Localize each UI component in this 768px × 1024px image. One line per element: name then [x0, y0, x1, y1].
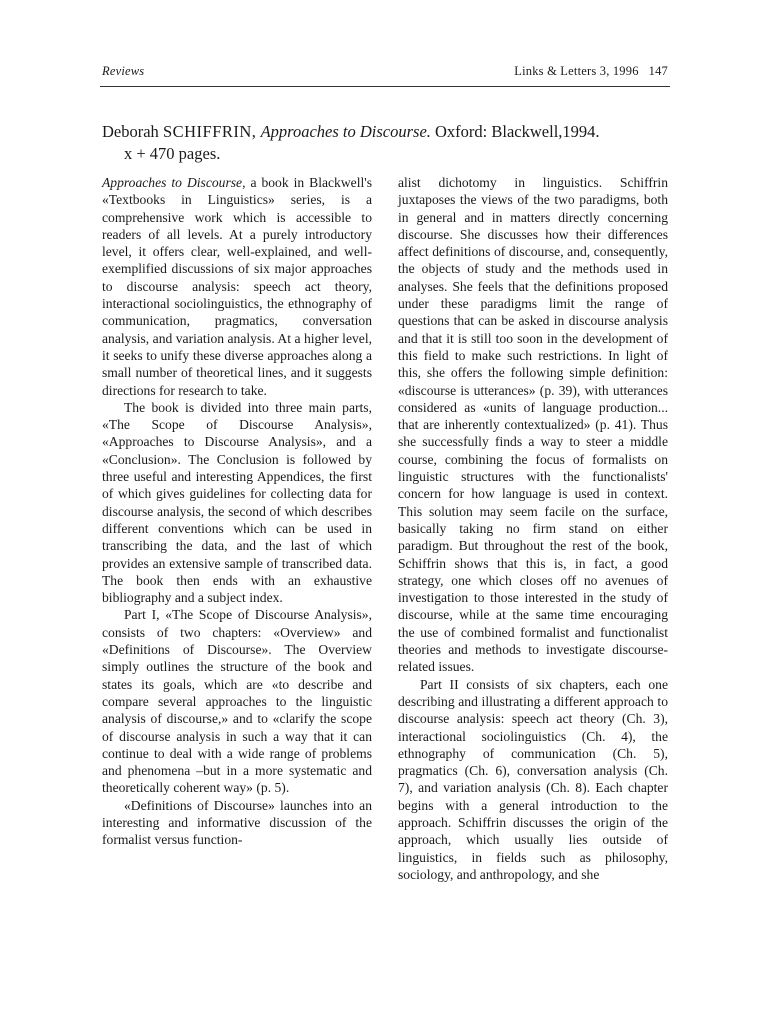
running-header: [102, 64, 668, 79]
publisher: Oxford: Blackwell,1994.: [435, 122, 600, 141]
paragraph: «Definitions of Discourse» launches into an interesting and informative discussion of the formalist versus function-: [102, 797, 372, 848]
paragraph-text: a book in Blackwell's «Textbooks in Linguistics» series, is a comprehensive work which is accessible to readers of all levels. At a purely introductory level, it offers clear, well-explained, and well-exemplified discussions of six major approaches to discourse analysis: speech act theory, interactional sociolinguistics, the ethnography of communication, pragmatics, conversation analysis, and variation analysis. At a higher level, it seeks to unify these diverse approaches along a small number of theoretical lines, and it suggests directions for research to take.: [102, 175, 372, 398]
left-column: [102, 174, 372, 849]
page-number: 147: [648, 64, 668, 78]
journal-name: Links & Letters 3, 1996: [514, 64, 639, 78]
paragraph: [102, 174, 372, 399]
paragraph: alist dichotomy in linguistics. Schiffrin juxtaposes the views of the two paradigms, both in general and in matters directly concerning discourse. She discusses how their differences affect definitions of discourse, and, consequently, the objects of study and the methods used in analyses. She feels that the definitions proposed under these paradigms limit the range of questions that can be asked in discourse analysis and that it is still too soon in the development of this field to make such restrictions. In light of this, she offers the following simple definition: «discourse is utterances» (p. 39), with utterances considered as «units of language production... that are inherently contextualized» (p. 41). Thus she successfully finds a way to steer a middle course, combining the focus of formalists on linguistic structures with the functionalists' concern for how language is used in context. This solution may seem facile on the surface, basically taking no firm stand on either paradigm. But throughout the rest of the book, Schiffrin shows that this is, in fact, a good strategy, one which closes off no avenues of investigation to those interested in the study of discourse, while at the same time encouraging the use of combined formalist and functionalist theories and methods to investigate discourse-related issues.: [398, 175, 668, 675]
book-citation: [102, 121, 694, 165]
author-last-name: SCHIFFRIN,: [162, 122, 257, 141]
author-first-name: Deborah: [102, 122, 159, 141]
right-column: [398, 174, 668, 883]
paragraph: The book is divided into three main parts, «The Scope of Discourse Analysis», «Approaches to Discourse Analysis», and a «Conclusion». The Conclusion is followed by three useful and interesting Appendices, the first of which gives guidelines for collecting data for discourse analysis, the second of which describes different conventions which can be used in transcribing the data, and the last of which provides an extensive sample of transcribed data. The book then ends with an exhaustive bibliography and a subject index.: [102, 399, 372, 606]
book-title-inline: Approaches to Discourse,: [102, 175, 246, 190]
paragraph: Part II consists of six chapters, each one describing and illustrating a different approach to discourse analysis: speech act theory (Ch. 3), interactional sociolinguistics (Ch. 4), the ethnography of communication (Ch. 5), pragmatics (Ch. 6), conversation analysis (Ch. 7), and variation analysis (Ch. 8). Each chapter begins with a general introduction to the approach. Schiffrin discusses the origin of the approach, which usually lies outside of linguistics, in fields such as philosophy, sociology, and anthropology, and she: [398, 676, 668, 882]
page-count: x + 470 pages.: [124, 144, 221, 163]
section-label: Reviews: [102, 64, 145, 78]
book-title: Approaches to Discourse.: [260, 122, 431, 141]
paragraph: Part I, «The Scope of Discourse Analysis», consists of two chapters: «Overview» and «Definitions of Discourse». The Overview simply outlines the structure of the book and states its goals, which are «to describe and compare several approaches to the linguistic analysis of discourse,» and to «clarify the scope of discourse analysis in such a way that it can continue to deal with a wide range of problems and phenomena –but in a more systematic and theoretically coherent way» (p. 5).: [102, 607, 372, 796]
header-rule: [100, 86, 670, 87]
journal-info: [514, 64, 668, 79]
